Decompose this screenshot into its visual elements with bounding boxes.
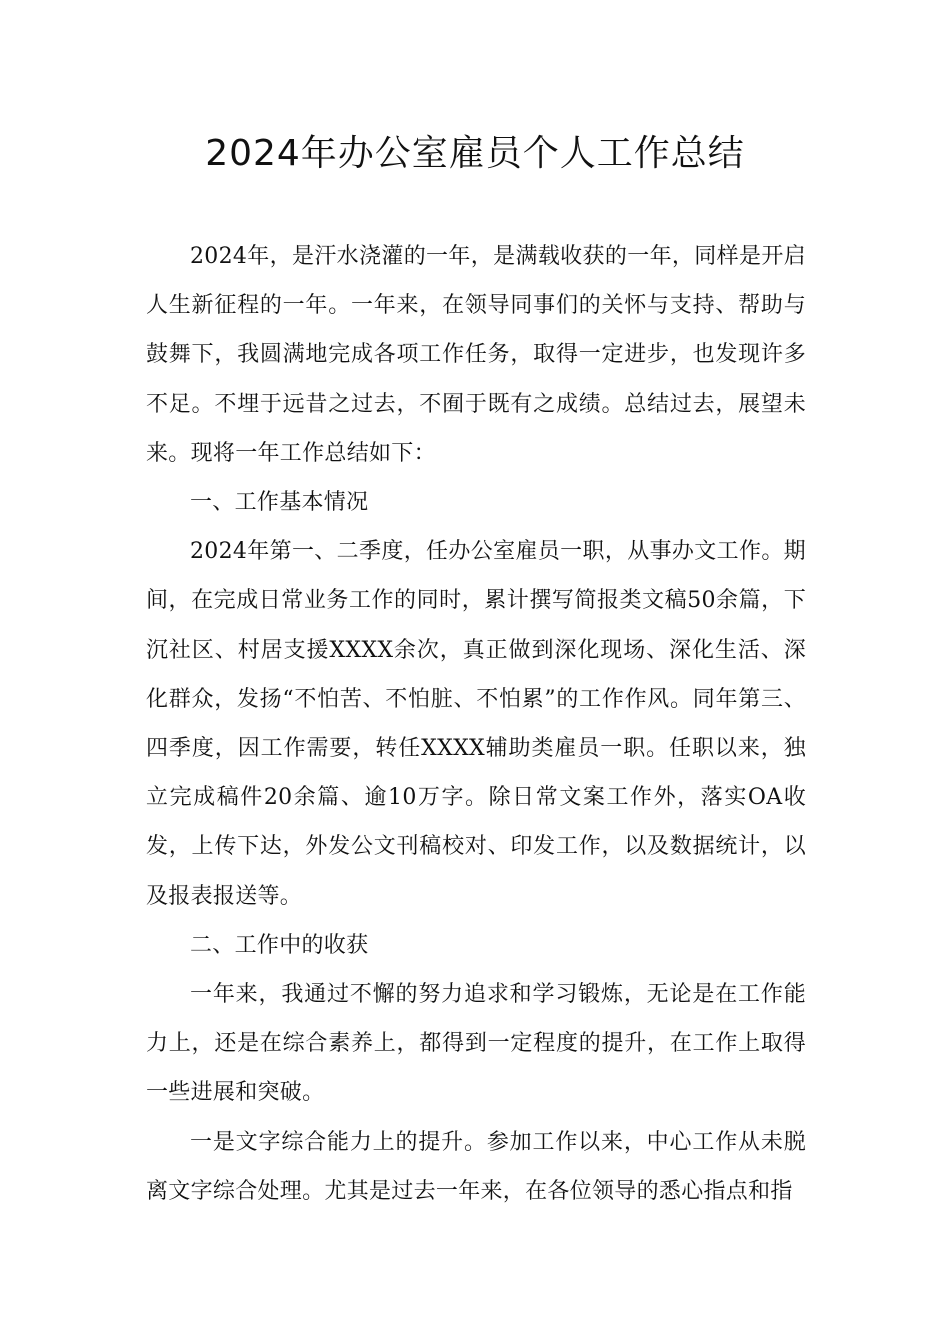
paragraph-writing-skills: 一是文字综合能力上的提升。参加工作以来，中心工作从未脱离文字综合处理。尤其是过去一年来，在各位领导的悉心指点和指 [146,1129,806,1204]
paragraph-gains-intro: 一年来，我通过不懈的努力追求和学习锻炼，无论是在工作能力上，还是在综合素养上，都得到一定程度的提升，在工作上取得一些进展和突破。 [146,982,806,1106]
document-title: 2024年办公室雇员个人工作总结 [205,133,745,174]
paragraph-intro: 2024年，是汗水浇灌的一年，是满载收获的一年，同样是开启人生新征程的一年。一年来，在领导同事们的关怀与支持、帮助与鼓舞下，我圆满地完成各项工作任务，取得一定进步，也发现许多不足。不埋于远昔之过去，不囿于既有之成绩。总结过去，展望未来。现将一年工作总结如下： [146,244,806,466]
section-heading-2: 二、工作中的收获 [190,932,369,958]
paragraph-basic-situation: 2024年第一、二季度，任办公室雇员一职，从事办文工作。期间，在完成日常业务工作的同时，累计撰写简报类文稿50余篇，下沉社区、村居支援XXXX余次，真正做到深化现场、深化生活、深化群众，发扬“不怕苦、不怕脏、不怕累”的工作作风。同年第三、四季度，因工作需要，转任XXXX辅助类雇员一职。任职以来，独立完成稿件20余篇、逾10万字。除日常文案工作外，落实OA收发，上传下达，外发公文刊稿校对、印发工作，以及数据统计，以及报表报送等。 [146,539,806,909]
document-body [146,232,806,1216]
section-heading-1: 一、工作基本情况 [190,490,369,516]
